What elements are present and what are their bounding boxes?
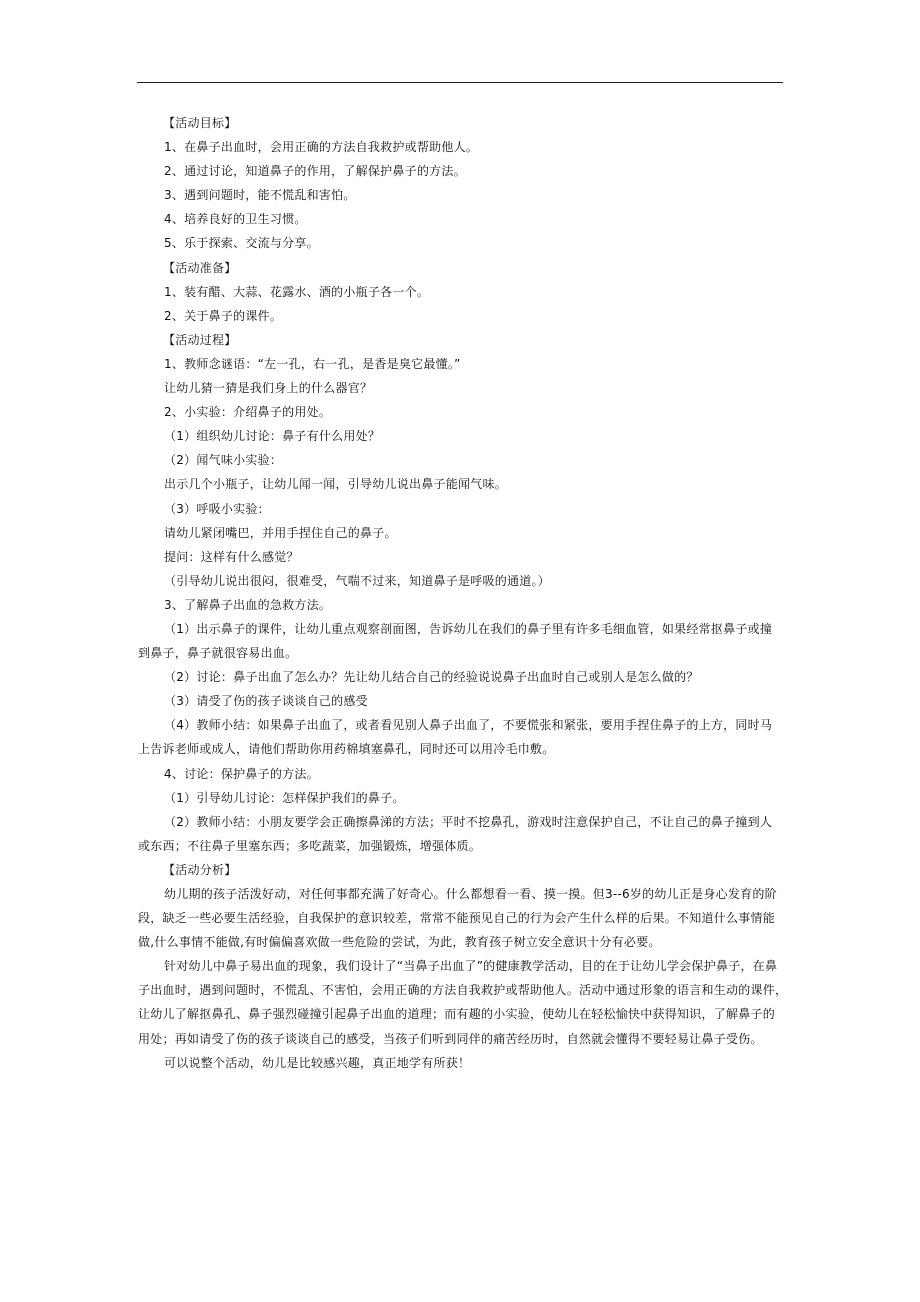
prep-item: 1、装有醋、大蒜、花露水、酒的小瓶子各一个。 — [164, 284, 430, 299]
process-line: 3、了解鼻子出血的急救方法。 — [164, 597, 332, 612]
process-line: （2）讨论：鼻子出血了怎么办？先让幼儿结合自己的经验说说鼻子出血时自己或别人是怎么做的？ — [164, 670, 699, 685]
prep-item: 2、关于鼻子的课件。 — [164, 308, 283, 323]
process-line: 出示几个小瓶子，让幼儿闻一闻，引导幼儿说出鼻子能闻气味。 — [164, 477, 508, 492]
goal-item: 1、在鼻子出血时，会用正确的方法自我救护或帮助他人。 — [164, 140, 479, 155]
process-line: （4）教师小结：如果鼻子出血了，或者看见别人鼻子出血了，不要慌张和紧张，要用手捏住鼻子的上方，同时马 — [164, 718, 773, 733]
process-line: （3）呼吸小实验： — [164, 501, 270, 516]
analysis-paragraph-1-line: 段，缺乏一些必要生活经验，自我保护的意识较差，常常不能预见自己的行为会产生什么样的后果。不知道什么事情能 — [138, 911, 776, 926]
goal-item: 3、遇到问题时，能不慌乱和害怕。 — [164, 188, 356, 203]
process-line: 提问：这样有什么感觉？ — [164, 549, 299, 564]
process-line: 或东西；不往鼻子里塞东西；多吃蔬菜，加强锻炼，增强体质。 — [138, 838, 482, 853]
process-line: （1）出示鼻子的课件，让幼儿重点观察剖面图，告诉幼儿在我们的鼻子里有许多毛细血管，如果经常抠鼻子或撞 — [164, 621, 773, 636]
document-body — [138, 111, 788, 1075]
process-line: （引导幼儿说出很闷，很难受，气喘不过来，知道鼻子是呼吸的通道。） — [164, 573, 551, 588]
section-heading-process: 【活动过程】 — [163, 332, 237, 347]
process-line: 2、小实验：介绍鼻子的用处。 — [164, 405, 332, 420]
analysis-paragraph-1-line: 幼儿期的孩子活泼好动，对任何事都充满了好奇心。什么都想看一看、摸一摸。但3--6岁的幼儿正是身心发育的阶 — [164, 887, 777, 901]
process-line: 到鼻子，鼻子就很容易出血。 — [138, 646, 298, 661]
analysis-paragraph-3: 可以说整个活动，幼儿是比较感兴趣，真正地学有所获！ — [164, 1055, 471, 1070]
section-heading-analysis: 【活动分析】 — [163, 862, 237, 877]
section-heading-goals: 【活动目标】 — [163, 116, 237, 130]
analysis-paragraph-2-line: 用处；再如请受了伤的孩子谈谈自己的感受，当孩子们听到同伴的痛苦经历时，自然就会懂得不要轻易让鼻子受伤。 — [138, 1031, 763, 1046]
goal-item: 5、乐于探索、交流与分享。 — [164, 236, 319, 251]
header-rule — [137, 82, 783, 83]
process-line: （2）闻气味小实验： — [164, 453, 283, 468]
analysis-paragraph-2-line: 让幼儿了解抠鼻孔、鼻子强烈碰撞引起鼻子出血的道理；而有趣的小实验，使幼儿在轻松愉快中获得知识，了解鼻子的 — [138, 1007, 776, 1022]
process-line: 让幼儿猜一猜是我们身上的什么器官？ — [164, 381, 373, 396]
goal-item: 4、培养良好的卫生习惯。 — [164, 212, 307, 227]
analysis-paragraph-2-line: 针对幼儿中鼻子易出血的现象，我们设计了“当鼻子出血了”的健康教学活动，目的在于让幼儿学会保护鼻子，在鼻 — [164, 959, 778, 974]
process-line: （2）教师小结：小朋友要学会正确擦鼻涕的方法；平时不挖鼻孔，游戏时注意保护自己，不让自己的鼻子撞到人 — [164, 814, 773, 829]
goal-item: 2、通过讨论，知道鼻子的作用，了解保护鼻子的方法。 — [164, 164, 466, 179]
process-line: （3）请受了伤的孩子谈谈自己的感受 — [164, 694, 368, 709]
section-heading-prep: 【活动准备】 — [163, 260, 237, 275]
analysis-paragraph-1-line: 做,什么事情不能做,有时偏偏喜欢做一些危险的尝试，为此，教育孩子树立安全意识十分有必要。 — [138, 935, 661, 950]
process-line: 请幼儿紧闭嘴巴，并用手捏住自己的鼻子。 — [164, 525, 397, 540]
process-line: 上告诉老师或成人，请他们帮助你用药棉填塞鼻孔，同时还可以用冷毛巾敷。 — [138, 742, 555, 757]
process-line: （1）组织幼儿讨论：鼻子有什么用处？ — [164, 429, 381, 444]
process-line: （1）引导幼儿讨论：怎样保护我们的鼻子。 — [164, 790, 405, 805]
process-line: 1、教师念谜语：“左一孔，右一孔，是香是臭它最懂。” — [164, 356, 461, 371]
process-line: 4、讨论：保护鼻子的方法。 — [164, 766, 319, 781]
analysis-paragraph-2-line: 子出血时，遇到问题时，不慌乱、不害怕，会用正确的方法自我救护或帮助他人。活动中通过形象的语言和生动的课件， — [138, 983, 788, 998]
